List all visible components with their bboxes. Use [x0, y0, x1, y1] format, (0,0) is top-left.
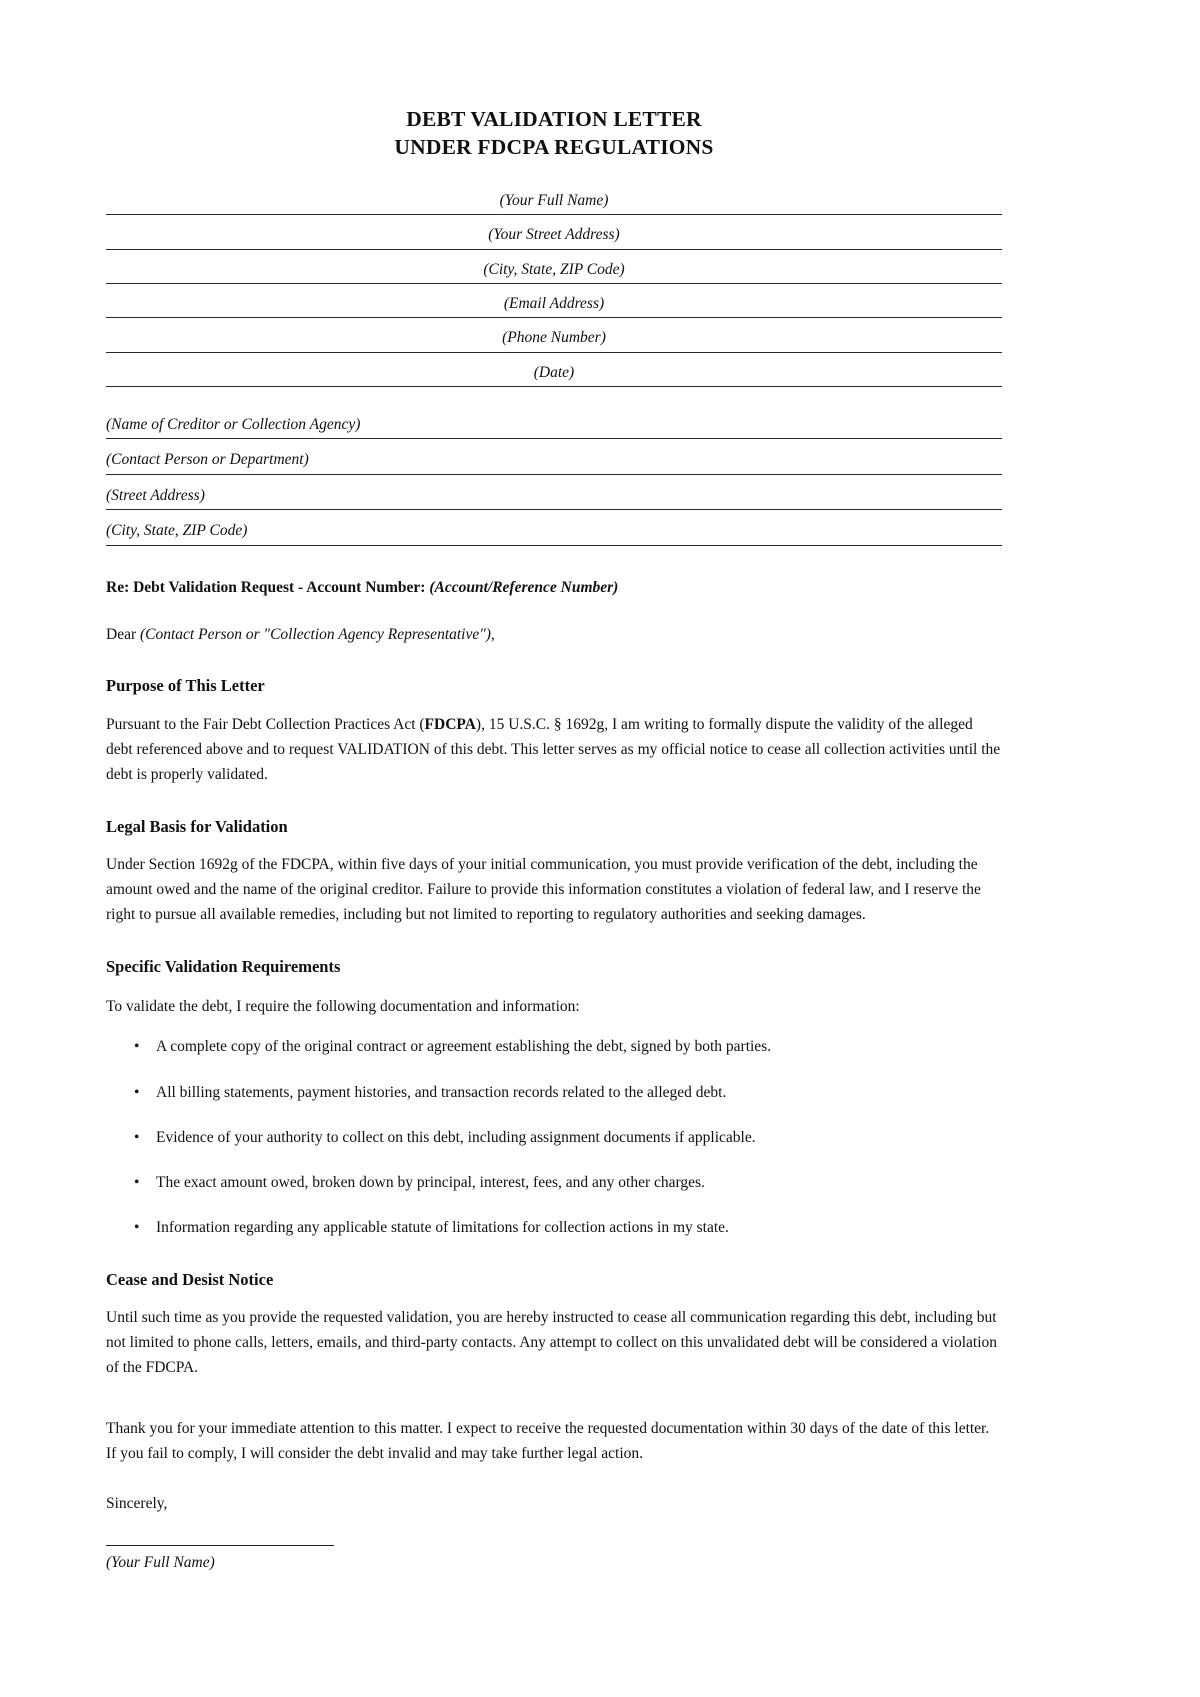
sender-field-city-state-zip[interactable] [106, 260, 1002, 284]
bullet-icon: • [134, 1083, 140, 1101]
purpose-text-after: ), 15 U.S.C. § 1692g, I am writing to formally dispute the validity of the alleged debt referenced above and to request VALIDATION of this debt. This letter serves as my official notice to cease all collection activities until the debt is properly validated. [106, 715, 1001, 783]
recipient-contact-person-placeholder: (Contact Person or Department) [106, 451, 309, 469]
recipient-field-street-address[interactable] [106, 486, 1002, 510]
subject-account-number-placeholder[interactable]: (Account/Reference Number) [429, 578, 619, 596]
recipient-field-contact-person[interactable] [106, 450, 1002, 474]
recipient-field-city-state-zip[interactable] [106, 521, 1002, 545]
bullet-icon: • [134, 1128, 140, 1146]
list-item-text: All billing statements, payment histories, and transaction records related to the alleged debt. [156, 1083, 727, 1101]
list-item [134, 1216, 1002, 1240]
sender-block [106, 191, 1002, 387]
title-line-1: DEBT VALIDATION LETTER [406, 107, 702, 131]
requirements-list [106, 1035, 1002, 1239]
list-item-text: A complete copy of the original contract or agreement establishing the debt, signed by both parties. [156, 1038, 772, 1056]
list-item-text: Information regarding any applicable statute of limitations for collection actions in my state. [156, 1218, 729, 1236]
closing-paragraph: Thank you for your immediate attention to this matter. I expect to receive the requested documentation within 30 days of the date of this letter. If you fail to comply, I will consider the debt invalid and may take further legal action. [106, 1419, 990, 1463]
recipient-field-creditor-name[interactable] [106, 415, 1002, 439]
recipient-street-address-placeholder: (Street Address) [106, 486, 205, 504]
bullet-icon: • [134, 1218, 140, 1236]
sender-field-street-address[interactable] [106, 225, 1002, 249]
bullet-icon: • [134, 1038, 140, 1056]
signature-line[interactable] [106, 1545, 334, 1546]
bullet-icon: • [134, 1173, 140, 1191]
requirements-lead-text: To validate the debt, I require the following documentation and information: [106, 998, 580, 1016]
section-heading-purpose: Purpose of This Letter [106, 676, 265, 696]
signature-area [106, 1545, 1002, 1573]
list-item [134, 1081, 1002, 1105]
section-text-legal-basis: Under Section 1692g of the FDCPA, within five days of your initial communication, you must provide verification of the debt, including the amount owed and the name of the original creditor. Failure to provide this information constitutes a violation of federal law, and I reserve the right to pursue all available remedies, including but not limited to reporting to regulatory authorities and seeking damages. [106, 855, 981, 924]
sender-phone-placeholder: (Phone Number) [502, 329, 606, 347]
purpose-emphasis-fdcpa: FDCPA [424, 715, 476, 733]
list-item [134, 1171, 1002, 1195]
sender-full-name-placeholder: (Your Full Name) [499, 191, 609, 209]
sender-field-email[interactable] [106, 294, 1002, 318]
sender-field-date[interactable] [106, 363, 1002, 387]
signature-name-placeholder: (Your Full Name) [106, 1554, 215, 1572]
list-item-text: The exact amount owed, broken down by principal, interest, fees, and any other charges. [156, 1173, 705, 1191]
section-heading-cease-desist: Cease and Desist Notice [106, 1269, 274, 1289]
sender-field-phone[interactable] [106, 328, 1002, 352]
title-line-2: UNDER FDCPA REGULATIONS [394, 135, 714, 160]
sender-city-state-zip-placeholder: (City, State, ZIP Code) [483, 260, 625, 278]
section-heading-requirements: Specific Validation Requirements [106, 957, 341, 977]
letter-body [106, 0, 1002, 1574]
recipient-city-state-zip-placeholder: (City, State, ZIP Code) [106, 522, 248, 540]
subject-line [106, 577, 1002, 599]
list-item [134, 1035, 1002, 1059]
page-title [106, 0, 1002, 162]
sender-street-address-placeholder: (Your Street Address) [488, 226, 620, 244]
recipient-block [106, 415, 1002, 546]
signoff-text: Sincerely, [106, 1495, 168, 1513]
salutation-placeholder[interactable]: (Contact Person or "Collection Agency Representative") [140, 625, 491, 643]
section-heading-legal-basis: Legal Basis for Validation [106, 816, 288, 836]
sender-field-full-name[interactable] [106, 191, 1002, 215]
salutation-prefix: Dear [106, 625, 137, 643]
salutation-line [106, 624, 1002, 646]
purpose-text-before: Pursuant to the Fair Debt Collection Practices Act ( [106, 715, 425, 733]
list-item-text: Evidence of your authority to collect on this debt, including assignment documents if applicable. [156, 1128, 756, 1146]
recipient-creditor-name-placeholder: (Name of Creditor or Collection Agency) [106, 416, 361, 433]
subject-label: Re: Debt Validation Request - Account Number: [106, 578, 426, 596]
section-text-purpose [106, 712, 1002, 787]
salutation-suffix: , [490, 625, 495, 643]
list-item [134, 1126, 1002, 1150]
sender-email-placeholder: (Email Address) [503, 294, 605, 312]
sender-date-placeholder: (Date) [533, 363, 575, 381]
section-text-cease-desist: Until such time as you provide the requested validation, you are hereby instructed to cease all communication regarding this debt, including but not limited to phone calls, letters, emails, and third-party contacts. Any attempt to collect on this unvalidated debt will be considered a violation of the FDCPA. [106, 1308, 998, 1376]
